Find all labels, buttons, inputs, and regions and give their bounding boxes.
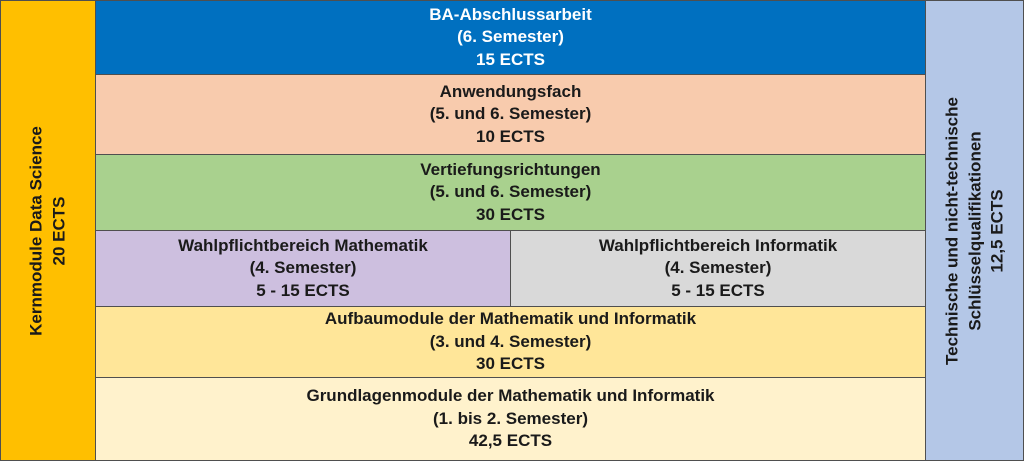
ba-ects: 15 ECTS	[476, 49, 545, 69]
anwendung-title: Anwendungsfach	[439, 81, 582, 101]
aufbau-title: Aufbaumodule der Mathematik und Informatik	[324, 309, 697, 329]
anwendungsfach-block	[95, 74, 926, 155]
aufbau-ects: 30 ECTS	[476, 354, 545, 374]
ba-title: BA-Abschlussarbeit	[429, 4, 592, 24]
schluessel-line2: Schlüsselqualifikationen	[964, 130, 984, 331]
schluessel-label	[941, 97, 1009, 365]
vertiefung-semester: (5. und 6. Semester)	[429, 182, 592, 202]
ba-semester: (6. Semester)	[457, 27, 564, 47]
aufbaumodule-block	[95, 306, 926, 378]
wp-mathe-semester: (4. Semester)	[249, 258, 357, 278]
grundlagen-title: Grundlagenmodule der Mathematik und Informatik	[306, 386, 715, 406]
wp-info-semester: (4. Semester)	[664, 258, 772, 278]
wp-info-ects: 5 - 15 ECTS	[671, 280, 765, 300]
anwendung-semester: (5. und 6. Semester)	[429, 104, 592, 124]
grundlagenmodule-block	[95, 377, 926, 461]
wahlpflicht-informatik-block	[510, 230, 926, 307]
wahlpflicht-mathematik-block	[95, 230, 511, 307]
schluesselqualifikationen-column	[925, 0, 1024, 461]
grundlagen-semester: (1. bis 2. Semester)	[433, 408, 588, 428]
kernmodule-column	[0, 0, 96, 461]
schluessel-ects: 12,5 ECTS	[986, 188, 1006, 273]
ba-abschlussarbeit-block	[95, 0, 926, 75]
kernmodule-title: Kernmodule Data Science	[26, 125, 46, 336]
aufbau-semester: (3. und 4. Semester)	[429, 331, 592, 351]
grundlagen-ects: 42,5 ECTS	[468, 431, 553, 451]
kernmodule-label	[26, 126, 71, 336]
wp-mathe-ects: 5 - 15 ECTS	[256, 280, 350, 300]
wp-info-title: Wahlpflichtbereich Informatik	[598, 235, 838, 255]
anwendung-ects: 10 ECTS	[476, 126, 545, 146]
vertiefungsrichtungen-block	[95, 154, 926, 231]
schluessel-line1: Technische und nicht-technische	[941, 96, 961, 365]
vertiefung-ects: 30 ECTS	[476, 204, 545, 224]
vertiefung-title: Vertiefungsrichtungen	[420, 159, 601, 179]
wp-mathe-title: Wahlpflichtbereich Mathematik	[178, 235, 428, 255]
kernmodule-ects: 20 ECTS	[49, 196, 68, 265]
